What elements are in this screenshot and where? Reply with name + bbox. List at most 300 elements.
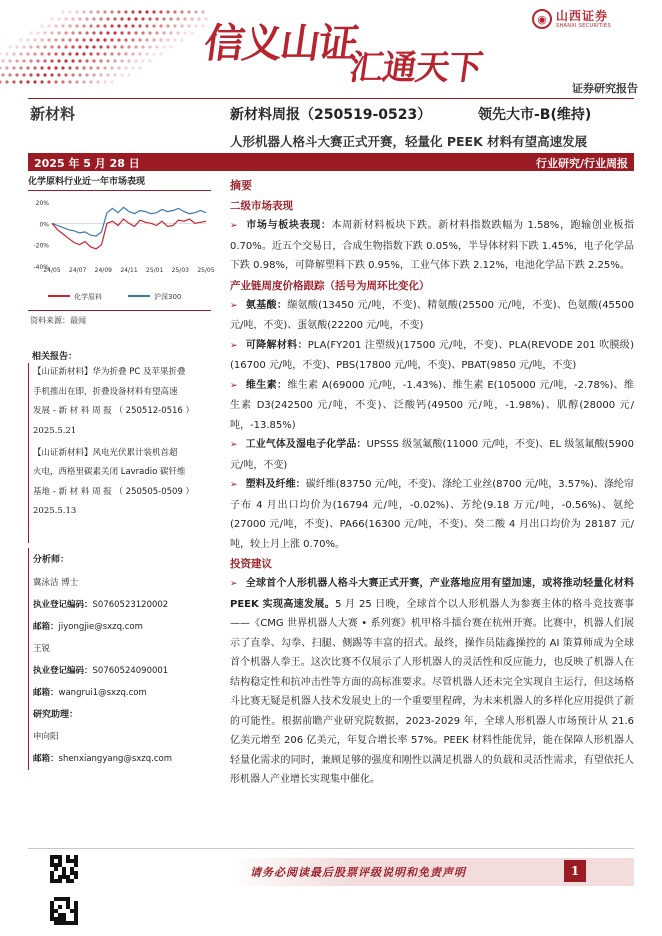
decorative-dot (110, 38, 113, 41)
decorative-dot (103, 24, 106, 27)
decorative-dot (120, 17, 123, 20)
decorative-dot (92, 59, 95, 62)
decorative-dot (180, 38, 183, 41)
decorative-dot (29, 73, 32, 76)
decorative-dot (127, 31, 130, 34)
decorative-dot (89, 66, 92, 69)
decorative-dot (103, 38, 106, 41)
decorative-dot (15, 59, 18, 62)
x-tick-label: 24/09 (94, 267, 112, 274)
price-item: ➢ 维生素：维生素 A(69000 元/吨，-1.43%)、维生素 E(105000 元/吨，-2.78%)、维生素 D3(242500 元/吨，不变)、泛酸钙(49500 元/吨，-1.98%)、肌醇(28000 元/吨，-13.85%) (230, 379, 634, 431)
decorative-dot (92, 73, 95, 76)
decorative-dot (64, 17, 67, 20)
decorative-dot (54, 24, 57, 27)
decorative-dot (68, 80, 71, 83)
assistant-heading: 研究助理： (33, 710, 79, 720)
qr-module (62, 921, 66, 925)
decorative-dot (47, 66, 50, 69)
decorative-dot (57, 31, 60, 34)
related-report-item[interactable] (33, 444, 211, 521)
decorative-dot (99, 59, 102, 62)
decorative-dot (71, 45, 74, 48)
decorative-dot (43, 73, 46, 76)
decorative-dot (152, 52, 155, 55)
decorative-dot (82, 80, 85, 83)
decorative-dot (180, 10, 183, 13)
decorative-dot (40, 66, 43, 69)
analyst-email: 邮箱：jiyongjie@sxzq.com (33, 622, 143, 632)
decorative-dot (99, 45, 102, 48)
decorative-dot (82, 38, 85, 41)
decorative-dot (127, 45, 130, 48)
y-tick-label: 20% (35, 200, 49, 207)
chart-source: 资料来源：最闻 (30, 316, 86, 325)
decorative-dot (33, 38, 36, 41)
legend-label: 沪深300 (154, 293, 182, 301)
decorative-dot (113, 59, 116, 62)
analyst-name: 冀泳洁 博士 (33, 578, 79, 588)
decorative-dot (120, 31, 123, 34)
decorative-dot (64, 59, 67, 62)
x-tick-label: 24/07 (69, 267, 87, 274)
arrow-bullet-icon: ➢ (230, 380, 238, 391)
decorative-dot (141, 59, 144, 62)
decorative-dot (148, 59, 151, 62)
decorative-dot (68, 24, 71, 27)
page-number: 1 (564, 860, 586, 882)
related-report-line: 基地 - 新 材 料 周 报 （ 250505-0509 ） (33, 486, 195, 497)
qr-module (54, 917, 58, 921)
qr-module (54, 855, 58, 859)
analyst-email: 邮箱：wangrui1@sxzq.com (33, 688, 147, 698)
decorative-dot (120, 59, 123, 62)
x-tick-label: 24/05 (43, 267, 61, 274)
slogan-part1: 信义山证 (201, 20, 360, 67)
qr-code-icon[interactable] (50, 897, 78, 925)
decorative-dot (159, 24, 162, 27)
sector-name: 新材料 (30, 105, 76, 123)
decorative-dot (36, 45, 39, 48)
logo-emblem-icon: ◉ (532, 9, 552, 29)
decorative-dot (40, 52, 43, 55)
qr-module (50, 859, 54, 863)
qr-module (66, 921, 70, 925)
report-type: 证券研究报告 (572, 82, 638, 95)
decorative-dot (71, 17, 74, 20)
decorative-dot (141, 17, 144, 20)
qr-module (50, 905, 54, 909)
decorative-dot (124, 66, 127, 69)
x-tick-label: 25/01 (146, 267, 164, 274)
qr-module (50, 855, 54, 859)
market-performance-chart (28, 196, 215, 306)
decorative-dot (82, 10, 85, 13)
assistant-email: 邮箱：shenxiangyang@sxzq.com (33, 754, 173, 764)
decorative-dot (61, 38, 64, 41)
decorative-dot (40, 80, 43, 83)
decorative-dot (75, 52, 78, 55)
decorative-dot (145, 38, 148, 41)
decorative-dot (54, 66, 57, 69)
analyst-license: 执业登记编码：S0760523120002 (33, 600, 169, 610)
decorative-dot (190, 17, 193, 20)
decorative-dot (57, 45, 60, 48)
decorative-dot (75, 80, 78, 83)
qr-module (70, 867, 74, 871)
decorative-dot (29, 45, 32, 48)
decorative-dot (134, 31, 137, 34)
decorative-dot (159, 38, 162, 41)
decorative-dot (92, 45, 95, 48)
qr-module (58, 879, 62, 883)
related-report-line: 【山证新材料】华为折叠 PC 及苹果折叠 (33, 367, 186, 377)
decorative-dot (96, 52, 99, 55)
related-report-item[interactable] (33, 363, 211, 440)
price-item: ➢ 塑料及纤维：碳纤维(83750 元/吨，不变)、涤纶工业丝(8700 元/吨，3.57%)、涤纶帘子布 4 月出口均价为(16794 元/吨，-0.02%)、芳纶(9.18 万元/吨，-0.56%)、氨纶(27000 元/吨，不变)、PA66(16300 元/吨，不变)、癸二酸 4 月出口均价为 28187 元/吨，较上月上涨 0.70%。 (230, 479, 634, 550)
decorative-dot (124, 52, 127, 55)
qr-module (66, 875, 70, 879)
analyst-name: 王锐 (33, 644, 51, 654)
decorative-dot (0, 80, 2, 83)
slogan-part2: 汇通天下 (346, 48, 485, 88)
decorative-dot (138, 38, 141, 41)
qr-module (70, 921, 74, 925)
qr-module (70, 859, 74, 863)
decorative-dot (50, 17, 53, 20)
decorative-dot (8, 73, 11, 76)
decorative-dot (61, 66, 64, 69)
qr-module (58, 875, 62, 879)
arrow-bullet-icon: ➢ (230, 480, 238, 490)
decorative-dot (159, 52, 162, 55)
qr-module (54, 897, 58, 901)
decorative-dot (113, 73, 116, 76)
decorative-dot (134, 59, 137, 62)
decorative-dot (78, 31, 81, 34)
market-heading: 二级市场表现 (230, 200, 293, 212)
decorative-dot (187, 10, 190, 13)
qr-module (62, 867, 66, 871)
decorative-dot (180, 24, 183, 27)
footer-disclaimer[interactable]: 请务必阅读最后股票评级说明和免责声明 (250, 866, 466, 879)
qr-module (74, 909, 78, 913)
footer-divider (28, 848, 634, 849)
decorative-dot (54, 80, 57, 83)
decorative-dot (190, 31, 193, 34)
decorative-dot (47, 52, 50, 55)
decorative-dot (145, 10, 148, 13)
qr-module (74, 875, 78, 879)
decorative-dot (36, 59, 39, 62)
decorative-dot (19, 52, 22, 55)
qr-module (66, 897, 70, 901)
decorative-dot (138, 24, 141, 27)
decorative-dot (33, 52, 36, 55)
decorative-dot (155, 17, 158, 20)
decorative-dot (131, 52, 134, 55)
arrow-bullet-icon: ➢ (230, 300, 238, 311)
decorative-dot (5, 80, 8, 83)
qr-module (62, 897, 66, 901)
chart-title: 化学原料行业近一年市场表现 (28, 174, 211, 191)
decorative-dot (85, 59, 88, 62)
decorative-dot (78, 45, 81, 48)
decorative-dot (134, 17, 137, 20)
qr-module (74, 855, 78, 859)
qr-module (50, 871, 54, 875)
decorative-dot (173, 38, 176, 41)
qr-module (66, 879, 70, 883)
decorative-dot (187, 24, 190, 27)
decorative-dot (176, 31, 179, 34)
qr-module (66, 855, 70, 859)
qr-module (70, 871, 74, 875)
decorative-dot (85, 73, 88, 76)
decorative-dot (106, 45, 109, 48)
decorative-dot (152, 10, 155, 13)
decorative-dot (162, 31, 165, 34)
decorative-dot (82, 52, 85, 55)
qr-module (70, 909, 74, 913)
decorative-dot (106, 73, 109, 76)
decorative-dot (12, 66, 15, 69)
qr-module (74, 913, 78, 917)
rating: 领先大市-B(维持) (478, 107, 592, 123)
decorative-dot (99, 17, 102, 20)
decorative-dot (22, 45, 25, 48)
decorative-dot (131, 66, 134, 69)
decorative-dot (169, 45, 172, 48)
decorative-dot (12, 80, 15, 83)
decorative-dot (169, 17, 172, 20)
decorative-dot (50, 45, 53, 48)
logo-en-text: SHANXI SECURITIES (556, 22, 611, 29)
decorative-dot (197, 17, 200, 20)
analyst-heading: 分析师： (33, 555, 70, 565)
decorative-dot (85, 45, 88, 48)
qr-module (74, 921, 78, 925)
decorative-dot (26, 66, 29, 69)
qr-module (50, 901, 54, 905)
decorative-dot (75, 66, 78, 69)
qr-module (58, 855, 62, 859)
decorative-dot (131, 24, 134, 27)
decorative-dot (183, 17, 186, 20)
qr-module (50, 917, 54, 921)
decorative-dot (68, 52, 71, 55)
decorative-dot (103, 66, 106, 69)
decorative-dot (113, 45, 116, 48)
qr-module (62, 917, 66, 921)
decorative-dot (173, 10, 176, 13)
decorative-dot (19, 38, 22, 41)
price-heading: 产业链周度价格跟踪（括号为周环比变化） (230, 279, 430, 292)
qr-module (62, 871, 66, 875)
header-banner (0, 0, 662, 96)
decorative-dots-pattern (0, 8, 230, 90)
decorative-dot (0, 52, 2, 55)
qr-module (74, 917, 78, 921)
decorative-dot (103, 10, 106, 13)
decorative-dot (54, 52, 57, 55)
summary-heading: 摘要 (230, 179, 252, 192)
qr-module (58, 863, 62, 867)
decorative-dot (134, 45, 137, 48)
decorative-dot (138, 52, 141, 55)
decorative-dot (92, 31, 95, 34)
report-title: 新材料周报（250519-0523） (230, 107, 432, 123)
decorative-dot (124, 38, 127, 41)
qr-module (74, 859, 78, 863)
decorative-dot (57, 17, 60, 20)
decorative-dot (64, 31, 67, 34)
decorative-dot (127, 17, 130, 20)
decorative-dot (61, 24, 64, 27)
decorative-dot (15, 45, 18, 48)
decorative-dot (26, 52, 29, 55)
decorative-dot (64, 45, 67, 48)
qr-module (54, 879, 58, 883)
qr-code-icon[interactable] (50, 855, 78, 883)
decorative-dot (99, 73, 102, 76)
decorative-dot (75, 24, 78, 27)
decorative-dot (15, 73, 18, 76)
report-subtitle: 人形机器人格斗大赛正式开赛，轻量化 PEEK 材料有望高速发展 (230, 134, 588, 149)
qr-module (50, 909, 54, 913)
decorative-dot (110, 52, 113, 55)
decorative-dot (166, 38, 169, 41)
decorative-dot (110, 66, 113, 69)
decorative-dot (169, 31, 172, 34)
decorative-dot (89, 10, 92, 13)
decorative-dot (117, 10, 120, 13)
qr-module (74, 901, 78, 905)
decorative-dot (29, 31, 32, 34)
qr-module (58, 905, 62, 909)
decorative-dot (78, 73, 81, 76)
decorative-dot (145, 24, 148, 27)
decorative-dot (183, 31, 186, 34)
analyst-license: 执业登记编码：S0760524090001 (33, 666, 169, 676)
related-report-date: 2025.5.13 (33, 506, 77, 516)
related-report-line: 火电，西格里碳素关闭 Lavradio 碳钎维 (33, 467, 186, 477)
decorative-dot (117, 66, 120, 69)
invest-paragraph: ➢ 全球首个人形机器人格斗大赛正式开赛，产业落地应用有望加速，或将推动轻量化材料 PEEK 实现高速发展。5 月 25 日晚，全球首个以人形机器人为参赛主体的格斗竞技赛事——《CMG 世界机器人大赛 • 系列赛》机甲格斗擂台赛在杭州开赛。比赛中，机器人们展示了直拳、勾拳、扫腿、侧踢等丰富的招式。最终，操作员陆鑫操控的 AI 策算师成为全球首个机器人拳王。这次比赛不仅展示了人形机器人的灵活性和反应能力，也反映了机器人在结构稳定性和抗冲击性等方面的高标准要求。尽管机器人还未完全实现自主运行，但这场格斗比赛无疑是机器人技术发展史上的一个重要里程碑，为未来机器人的多样化应用提供了新的可能性。根据前瞻产业研究院数据，2023-2029 年，全球人形机器人市场预计从 21.6 亿美元增至 206 亿美元，年复合增长率 57%。PEEK 材料性能优异，能在保障人形机器人轻量化需求的同时，兼顾足够的强度和刚性以满足机器人的负载和灵活性需求，有望依托人形机器人产业增长实现集中催化。 (230, 578, 634, 785)
decorative-dot (12, 52, 15, 55)
decorative-dot (162, 45, 165, 48)
decorative-dot (43, 59, 46, 62)
header-divider (28, 98, 634, 99)
decorative-dot (33, 66, 36, 69)
decorative-dot (0, 66, 2, 69)
logo-cn-text: 山西证券 (556, 8, 609, 23)
decorative-dot (22, 73, 25, 76)
decorative-dot (54, 38, 57, 41)
decorative-dot (110, 24, 113, 27)
analyst-info (28, 548, 211, 770)
decorative-dot (173, 24, 176, 27)
decorative-dot (8, 59, 11, 62)
related-report-line: 手机推出在即，折叠设备材料有望高速 (33, 386, 178, 397)
decorative-dot (57, 59, 60, 62)
decorative-dot (61, 80, 64, 83)
qr-module (50, 875, 54, 879)
qr-module (54, 921, 58, 925)
arrow-bullet-icon: ➢ (230, 221, 238, 231)
decorative-dot (127, 73, 130, 76)
decorative-dot (131, 10, 134, 13)
decorative-dot (159, 10, 162, 13)
qr-module (54, 909, 58, 913)
decorative-dot (113, 17, 116, 20)
decorative-dot (78, 59, 81, 62)
decorative-dot (85, 17, 88, 20)
decorative-dot (148, 17, 151, 20)
decorative-dot (75, 10, 78, 13)
decorative-dot (162, 17, 165, 20)
decorative-dot (120, 73, 123, 76)
decorative-dot (57, 73, 60, 76)
decorative-dot (71, 73, 74, 76)
decorative-dot (127, 59, 130, 62)
decorative-dot (71, 59, 74, 62)
decorative-dot (120, 45, 123, 48)
company-logo (532, 6, 611, 32)
decorative-dot (138, 66, 141, 69)
decorative-dot (5, 66, 8, 69)
decorative-dot (96, 24, 99, 27)
decorative-dot (19, 66, 22, 69)
decorative-dot (194, 24, 197, 27)
decorative-dot (47, 80, 50, 83)
decorative-dot (89, 38, 92, 41)
decorative-dot (131, 38, 134, 41)
decorative-dot (124, 10, 127, 13)
decorative-dot (19, 80, 22, 83)
decorative-dot (43, 31, 46, 34)
chart-divider (28, 310, 211, 311)
decorative-dot (1, 73, 4, 76)
qr-module (58, 897, 62, 901)
decorative-dot (141, 31, 144, 34)
qr-module (54, 867, 58, 871)
decorative-dot (99, 31, 102, 34)
decorative-dot (96, 10, 99, 13)
decorative-dot (152, 24, 155, 27)
decorative-dot (47, 24, 50, 27)
decorative-dot (148, 31, 151, 34)
decorative-dot (117, 52, 120, 55)
qr-module (74, 863, 78, 867)
related-report-date: 2025.5.21 (33, 425, 77, 436)
related-heading: 相关报告： (32, 352, 78, 362)
invest-heading: 投资建议 (230, 558, 272, 570)
decorative-dot (194, 10, 197, 13)
x-tick-label: 24/11 (120, 267, 138, 274)
decorative-dot (145, 52, 148, 55)
qr-module (50, 863, 54, 867)
decorative-dot (26, 38, 29, 41)
decorative-dot (78, 17, 81, 20)
decorative-dot (148, 45, 151, 48)
arrow-bullet-icon: ➢ (230, 579, 238, 589)
decorative-dot (113, 31, 116, 34)
market-paragraph: ➢ 市场与板块表现：本周新材料板块下跌。新材料指数跌幅为 1.58%，跑输创业板指 0.70%。近五个交易日，合成生物指数下跌 0.05%，半导体材料下跌 1.45%，电子化学品下跌 0.98%，可降解塑料下跌 0.95%，工业气体下跌 2.12%，电池化学品下跌 2.25%。 (230, 220, 634, 271)
decorative-dot (89, 52, 92, 55)
arrow-bullet-icon: ➢ (230, 440, 238, 450)
decorative-dot (68, 10, 71, 13)
qr-module (50, 913, 54, 917)
